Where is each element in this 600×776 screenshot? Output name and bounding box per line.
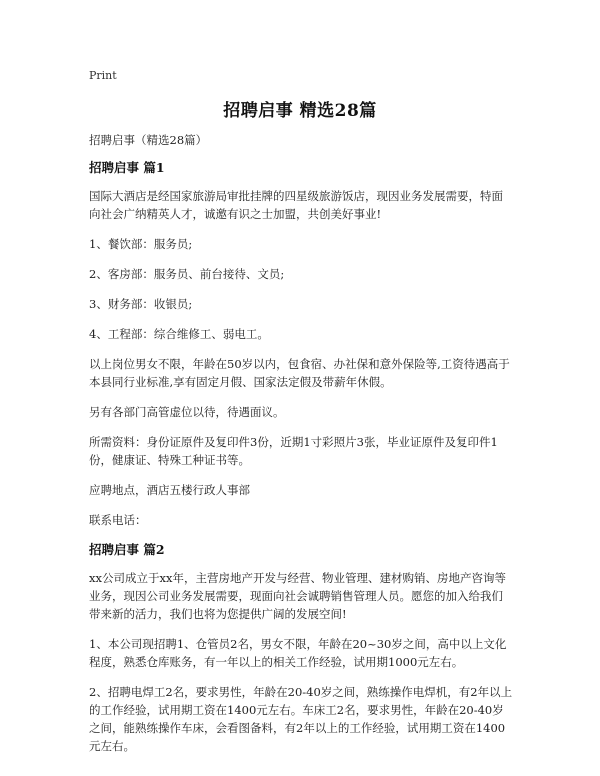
paragraph: 1、本公司现招聘1、仓管员2名，男女不限，年龄在20~30岁之间，高中以上文化程度，熟悉仓库账务，有一年以上的相关工作经验，试用期1000元左右。 [89,637,507,669]
section-heading: 招聘启事 篇2 [89,542,165,557]
document-subtitle: 招聘启事（精选28篇） [89,133,208,147]
paragraph: 联系电话： [89,513,147,527]
print-link[interactable]: Print [89,69,117,82]
paragraph: 3、财务部：收银员; [89,297,193,311]
paragraph: 2、招聘电焊工2名，要求男性，年龄在20-40岁之间，熟练操作电焊机，有2年以上的工作经验，试用期工资在1400元左右。车床工2名，要求男性，年龄在20-40岁之间，能熟练操作车床，会看图备料，有2年以上的工作经验，试用期工资在1400元左右。 [89,685,513,753]
document-body [89,131,514,767]
section-heading: 招聘启事 篇1 [89,160,165,175]
paragraph: 国际大酒店是经国家旅游局审批挂牌的四星级旅游饭店，现因业务发展需要，特面向社会广纳精英人才，诚邀有识之士加盟，共创美好事业! [89,189,503,221]
paragraph: 4、工程部：综合维修工、弱电工。 [89,327,269,341]
paragraph: 2、客房部：服务员、前台接待、文员; [89,267,285,281]
paragraph: 所需资料：身份证原件及复印件3份，近期1寸彩照片3张，毕业证原件及复印件1份，健康证、特殊工种证书等。 [89,435,498,467]
paragraph: 应聘地点，酒店五楼行政人事部 [89,483,250,497]
page-title: 招聘启事 精选28篇 [223,101,377,121]
paragraph: 另有各部门高管虚位以待，待遇面议。 [89,405,285,419]
paragraph: 1、餐饮部：服务员; [89,237,193,251]
paragraph: xx公司成立于xx年，主营房地产开发与经营、物业管理、建材购销、房地产咨询等业务，现因公司业务发展需要，现面向社会诚聘销售管理人员。愿您的加入给我们带来新的活力，我们也将为您提供广阔的发展空间! [89,571,506,621]
paragraph: 以上岗位男女不限，年龄在50岁以内，包食宿、办社保和意外保险等,工资待遇高于本县同行业标准,享有固定月假、国家法定假及带薪年休假。 [89,357,510,389]
